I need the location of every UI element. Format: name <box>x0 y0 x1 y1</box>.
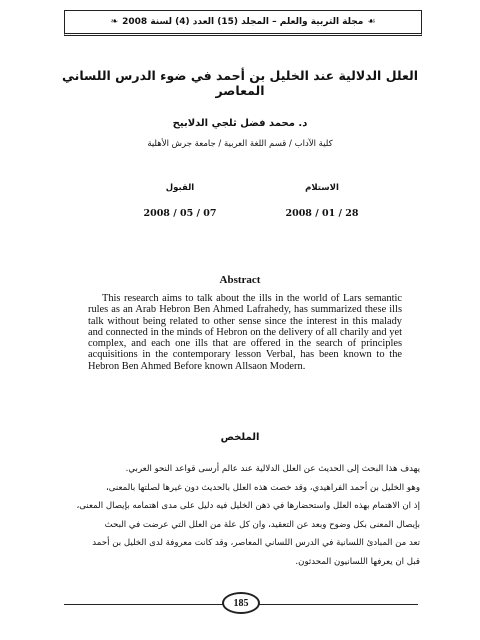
arabic-abstract-line: يهدف هذا البحث إلى الحديث عن العلل الدلالية عند عالم أرسى قواعد النحو العربي. <box>125 464 420 474</box>
accepted-date: 2008 / 05 / 07 <box>143 208 217 219</box>
arabic-abstract-line: وهو الخليل بن أحمد الفراهيدي، وقد خصت هذه العلل بالحديث دون غيرها لصلتها بالمعنى، <box>105 482 420 493</box>
arabic-abstract-line: تعد من المبادئ اللسانية في الدرس اللساني المعاصر، وقد كانت معروفة لدى الخليل بن أحمد <box>92 538 420 549</box>
arabic-abstract-line: إذ ان الاهتمام بهذه العلل واستحضارها في ذهن الخليل فيه دليل على مدى اهتمامه بإيصال المعنى، <box>76 501 420 512</box>
page-number: 185 <box>222 592 260 614</box>
received-label: الاستلام <box>305 183 339 193</box>
accepted-label: القبول <box>165 183 195 193</box>
arabic-abstract-body <box>60 460 420 572</box>
journal-header <box>64 10 422 36</box>
ornament-icon: ❧ <box>110 17 119 27</box>
journal-header-text: مجلة التربية والعلم – المجلد (15) العدد (4) لسنة 2008 <box>122 17 364 27</box>
abstract-text: This research aims to talk about the ills in the world of Lars semantic rules as an Arab Hebron Ben Ahmed Lafrahedy, has summarized these ills talk without being related to other sense since the interest in this malady and connected in the minds of Hebron on the delivery of all charily and yet complex, and each one ills that are offered in the search of principles acquisitions in the contemporary lesson Verbal, has been known to the Hebron Ben Ahmed Before known Allsaon Modern. <box>88 293 402 372</box>
abstract-heading: Abstract <box>219 274 261 286</box>
ornament-icon: ☙ <box>367 17 376 27</box>
arabic-abstract-line: قبل ان يعرفها اللسانيون المحدثون. <box>295 556 420 567</box>
received-date: 2008 / 01 / 28 <box>285 208 359 219</box>
arabic-abstract-heading: الملخص <box>220 432 260 443</box>
arabic-abstract-line: بإيصال المعنى بكل وضوح وبعد عن التعقيد، وان كل علة من العلل التي عرضت في البحث <box>104 519 420 530</box>
paper-title: العلل الدلالية عند الخليل بن أحمد في ضوء الدرس اللساني المعاصر <box>61 68 418 98</box>
author-affiliation: كلية الآداب / قسم اللغة العربية / جامعة جرش الأهلية <box>147 139 333 149</box>
author-name: د. محمد فضل ثلجي الدلابيح <box>172 118 308 129</box>
